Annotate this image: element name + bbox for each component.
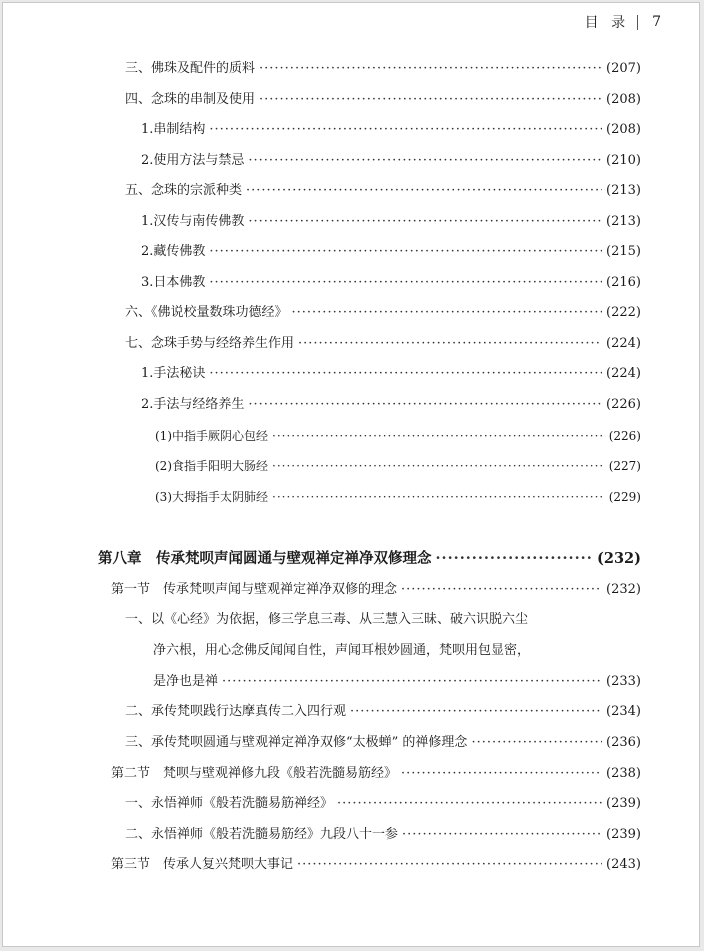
toc-chapter-entry[interactable] bbox=[98, 549, 641, 569]
toc-entry-page: (222) bbox=[606, 305, 641, 320]
toc-entry[interactable] bbox=[141, 273, 641, 293]
toc-entry-page: (243) bbox=[606, 857, 641, 872]
toc-entry-page: (233) bbox=[606, 674, 641, 689]
toc-entry[interactable] bbox=[153, 672, 641, 692]
leader-dots bbox=[436, 549, 594, 569]
toc-entry[interactable] bbox=[125, 303, 641, 323]
toc-entry-label: 3.日本佛教 bbox=[141, 275, 206, 290]
toc-entry-label: 2.藏传佛教 bbox=[141, 244, 206, 259]
toc-entry[interactable] bbox=[155, 456, 641, 476]
leader-dots bbox=[248, 395, 602, 415]
toc-entry[interactable] bbox=[141, 364, 641, 384]
toc-entry-label: 六、《佛说校量数珠功德经》 bbox=[125, 305, 288, 320]
toc-entry[interactable] bbox=[125, 702, 641, 722]
leader-dots bbox=[248, 212, 602, 232]
toc-entry-label: (2)食指手阳明大肠经 bbox=[155, 459, 268, 473]
leader-dots bbox=[209, 364, 602, 384]
leader-dots bbox=[297, 855, 602, 875]
leader-dots bbox=[222, 672, 602, 692]
toc-entry-page: (227) bbox=[608, 459, 641, 473]
toc-entry-label: 七、念珠手势与经络养生作用 bbox=[125, 336, 295, 351]
toc-entry-label: 四、念珠的串制及使用 bbox=[125, 92, 256, 107]
toc-entry-page: (239) bbox=[606, 796, 641, 811]
header-title: 目 录 bbox=[584, 15, 630, 31]
toc-entry-page: (213) bbox=[606, 183, 641, 198]
leader-dots bbox=[259, 90, 602, 110]
toc-entry[interactable] bbox=[141, 395, 641, 415]
toc-section-entry[interactable] bbox=[111, 580, 641, 600]
toc-entry-page: (232) bbox=[597, 550, 641, 567]
toc-entry-page: (226) bbox=[606, 397, 641, 412]
leader-dots bbox=[350, 702, 602, 722]
leader-dots bbox=[209, 120, 602, 140]
toc-entry-page: (226) bbox=[608, 429, 641, 443]
toc-entry-label: 一、永悟禅师《般若洗髓易筋禅经》 bbox=[125, 796, 334, 811]
leader-dots bbox=[401, 764, 602, 784]
leader-dots bbox=[272, 487, 605, 507]
toc-entry[interactable] bbox=[141, 242, 641, 262]
toc-section-entry[interactable] bbox=[111, 764, 641, 784]
toc-entry-page: (210) bbox=[606, 153, 641, 168]
toc-entry-page: (238) bbox=[606, 766, 641, 781]
leader-dots bbox=[402, 825, 602, 845]
toc-entry-page: (213) bbox=[606, 214, 641, 229]
toc-entry-label: 二、承传梵呗践行达摩真传二入四行观 bbox=[125, 704, 347, 719]
leader-dots bbox=[471, 733, 602, 753]
document-page bbox=[2, 2, 700, 947]
toc-entry-page: (234) bbox=[606, 704, 641, 719]
toc-entry-label: 是净也是禅 bbox=[153, 674, 219, 689]
toc-entry-label: 第三节 传承人复兴梵呗大事记 bbox=[111, 857, 294, 872]
leader-dots bbox=[209, 273, 602, 293]
toc-entry-label: (3)大拇指手太阴肺经 bbox=[155, 490, 268, 504]
toc-entry-label: (1)中指手厥阴心包经 bbox=[155, 429, 268, 443]
header-separator bbox=[637, 15, 638, 30]
toc-entry-label: 2.手法与经络养生 bbox=[141, 397, 245, 412]
toc-entry[interactable] bbox=[141, 120, 641, 140]
leader-dots bbox=[259, 59, 602, 79]
toc-entry-label: 第八章 传承梵呗声闻圆通与壁观禅定禅净双修理念 bbox=[98, 550, 432, 567]
toc-entry[interactable] bbox=[141, 151, 641, 171]
toc-entry-label: 第二节 梵呗与壁观禅修九段《般若洗髓易筋经》 bbox=[111, 766, 398, 781]
toc-entry-page: (216) bbox=[606, 275, 641, 290]
toc-entry-page: (208) bbox=[606, 92, 641, 107]
running-header bbox=[585, 12, 661, 32]
toc-entry-line[interactable]: 净六根，用心念佛反闻闻自性，声闻耳根妙圆通，梵呗用包显密， bbox=[153, 643, 531, 658]
leader-dots bbox=[246, 181, 602, 201]
header-page-number: 7 bbox=[652, 14, 661, 30]
leader-dots bbox=[292, 303, 603, 323]
toc-entry[interactable] bbox=[125, 334, 641, 354]
toc-entry-label: 2.使用方法与禁忌 bbox=[141, 153, 245, 168]
toc-entry-page: (232) bbox=[606, 582, 641, 597]
toc-entry-page: (207) bbox=[606, 61, 641, 76]
toc-entry-label: 1.手法秘诀 bbox=[141, 366, 206, 381]
leader-dots bbox=[272, 426, 605, 446]
toc-entry-page: (224) bbox=[606, 366, 641, 381]
leader-dots bbox=[298, 334, 602, 354]
leader-dots bbox=[248, 151, 602, 171]
toc-entry[interactable] bbox=[125, 181, 641, 201]
leader-dots bbox=[401, 580, 602, 600]
toc-entry[interactable] bbox=[155, 426, 641, 446]
toc-entry-page: (236) bbox=[606, 735, 641, 750]
toc-entry[interactable] bbox=[125, 825, 641, 845]
toc-entry[interactable] bbox=[125, 733, 641, 753]
leader-dots bbox=[337, 794, 602, 814]
leader-dots bbox=[209, 242, 602, 262]
toc-entry[interactable] bbox=[125, 59, 641, 79]
toc-entry-label: 1.汉传与南传佛教 bbox=[141, 214, 245, 229]
toc-entry[interactable] bbox=[125, 90, 641, 110]
toc-entry-page: (229) bbox=[608, 490, 641, 504]
toc-entry-page: (215) bbox=[606, 244, 641, 259]
toc-entry-label: 五、念珠的宗派种类 bbox=[125, 183, 243, 198]
toc-entry-page: (208) bbox=[606, 122, 641, 137]
toc-entry-label: 三、承传梵呗圆通与壁观禅定禅净双修“太极蝉” 的禅修理念 bbox=[125, 735, 468, 750]
toc-section-entry[interactable] bbox=[111, 855, 641, 875]
toc-entry-label: 1.串制结构 bbox=[141, 122, 206, 137]
toc-entry-label: 二、永悟禅师《般若洗髓易筋经》九段八十一参 bbox=[125, 827, 399, 842]
toc-entry-label: 第一节 传承梵呗声闻与壁观禅定禅净双修的理念 bbox=[111, 582, 398, 597]
toc-entry-page: (224) bbox=[606, 336, 641, 351]
toc-entry[interactable] bbox=[141, 212, 641, 232]
toc-entry-label: 三、佛珠及配件的质料 bbox=[125, 61, 256, 76]
toc-entry[interactable] bbox=[125, 794, 641, 814]
toc-entry-page: (239) bbox=[606, 827, 641, 842]
toc-entry[interactable] bbox=[155, 487, 641, 507]
leader-dots bbox=[272, 456, 605, 476]
toc-entry-line[interactable]: 一、以《心经》为依据，修三学息三毒、从三慧入三昧、破六识脱六尘 bbox=[125, 612, 529, 627]
